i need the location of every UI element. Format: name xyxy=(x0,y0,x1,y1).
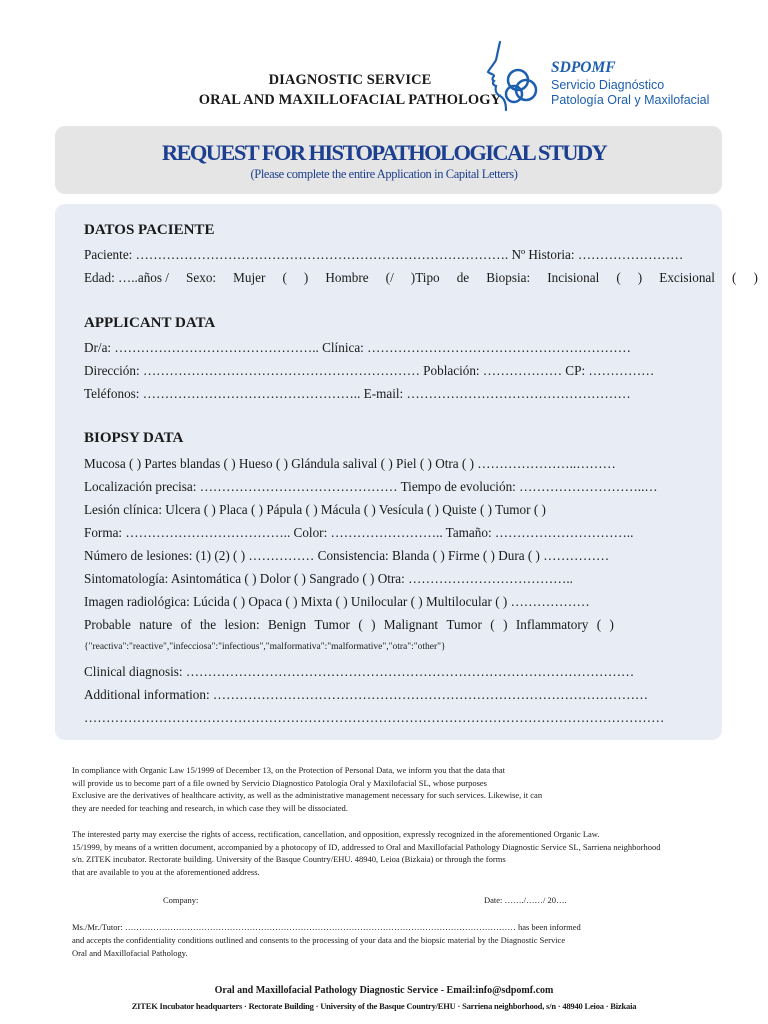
patient-line-word: ) xyxy=(303,270,309,285)
lesion-nature-word: Tumor xyxy=(446,617,482,632)
lesion-nature-word: nature xyxy=(139,617,173,632)
additional-information-field[interactable]: Additional information: ……………………………………………………………………………………… xyxy=(84,687,649,702)
lesion-nature-word: Benign xyxy=(268,617,307,632)
notice-line: s/n. ZITEK incubator. Rectorate building. University of the Basque Country/EHU. 48940, Leioa (Bizkaia) or through the forms xyxy=(72,854,506,864)
lesion-nature-word: the xyxy=(199,617,217,632)
patient-line-word: Biopsia: xyxy=(486,270,531,285)
lesion-nature-word: Malignant xyxy=(383,617,439,632)
biopsy-shape-color-size-field[interactable]: Forma: ……………………………….. Color: …………………….. Tamaño: ………………………….. xyxy=(84,525,634,540)
patient-section-heading: DATOS PACIENTE xyxy=(84,222,215,238)
footer-address: ZITEK Incubator headquarters · Rectorate Building · University of the Basque Country/EHU · Sarriena neighborhood, s/n · 48940 Leioa · Bizkaia xyxy=(131,1001,637,1011)
page-subtitle: (Please complete the entire Application in Capital Letters) xyxy=(250,167,518,181)
applicant-address-field[interactable]: Dirección: ……………………………………………………… Población: ……………… CP: …………… xyxy=(84,363,655,378)
biopsy-tissue-field[interactable]: Mucosa ( ) Partes blandas ( ) Hueso ( ) Glándula salival ( ) Piel ( ) Otra ( ) …………………..……… xyxy=(84,456,616,471)
patient-line-word: Hombre xyxy=(325,270,369,285)
patient-line-word: ( xyxy=(616,270,621,285)
lesion-nature-word: ( xyxy=(358,617,363,632)
patient-line-word: (/ xyxy=(385,270,394,285)
rights-notice xyxy=(72,828,712,878)
biopsy-symptoms-field[interactable]: Sintomatología: Asintomática ( ) Dolor ( ) Sangrado ( ) Otra: ……………………………….. xyxy=(84,571,573,586)
consent-line1: and accepts the confidentiality conditions outlined and consents to the processing of your data and the biopsic material by the Diagnostic Service xyxy=(72,935,566,945)
lesion-nature-word: ( xyxy=(596,617,602,632)
lesion-nature-word: Probable xyxy=(84,617,131,632)
lesion-nature-word: Tumor xyxy=(314,617,350,632)
biopsy-clinical-lesion-field[interactable]: Lesión clínica: Ulcera ( ) Placa ( ) Pápula ( ) Mácula ( ) Vesícula ( ) Quiste ( ) Tumor ( ) xyxy=(84,502,546,517)
lesion-nature-word: Inflammatory xyxy=(515,617,589,632)
lesion-nature-word: of xyxy=(180,617,192,632)
notice-line: that are available to you at the aforementioned address. xyxy=(72,866,260,877)
face-profile-logo-icon xyxy=(484,40,546,116)
lesion-nature-options-note: {"reactiva":"reactive","infecciosa":"infectious","malformativa":"malformative","otra":"other"} xyxy=(84,642,446,652)
patient-line-word: ) xyxy=(637,270,643,285)
patient-line-word: Sexo: xyxy=(186,270,217,285)
notice-line: will provide us to become part of a file owned by Servicio Diagnostico Patología Oral y Maxilofacial SL, whose purposes xyxy=(72,777,487,788)
patient-name-field[interactable]: Paciente: …………………………………………………………………………. Nº Historia: …………………… xyxy=(84,247,684,262)
service-title-line1: DIAGNOSTIC SERVICE xyxy=(268,72,432,88)
patient-line-word: Mujer xyxy=(233,270,266,285)
patient-line-word: ( xyxy=(282,270,287,285)
date-field[interactable]: Date: ……./……/ 20…. xyxy=(484,895,567,905)
notice-line: they are needed for teaching and research, in which case they will be dissociated. xyxy=(72,802,348,813)
lesion-nature-word: ) xyxy=(609,617,614,632)
lesion-nature-word: lesion: xyxy=(224,617,260,632)
biopsy-lesion-count-field[interactable]: Número de lesiones: (1) (2) ( ) …………… Consistencia: Blanda ( ) Firme ( ) Dura ( ) …………… xyxy=(84,548,610,563)
lesion-nature-word: ) xyxy=(371,617,376,632)
biopsy-lesion-nature-field[interactable] xyxy=(84,617,614,633)
patient-line-word: Edad: …..años / xyxy=(84,270,169,285)
biopsy-section-heading: BIOPSY DATA xyxy=(84,430,184,446)
patient-line-word: Excisional xyxy=(659,270,715,285)
service-title-line2: ORAL AND MAXILLOFACIAL PATHOLOGY xyxy=(198,92,502,108)
lesion-nature-word: ( xyxy=(490,617,495,632)
brand-block xyxy=(551,58,709,108)
applicant-doctor-clinic-field[interactable]: Dr/a: ……………………………………….. Clínica: …………………………………………………… xyxy=(84,340,631,355)
patient-line-word: ( xyxy=(732,270,737,285)
notice-line: Exclusive are the derivatives of healthcare activity, as well as the administrative management necessary for such services. Likewise, it can xyxy=(72,790,543,800)
footer-contact: Oral and Maxillofacial Pathology Diagnostic Service - Email:info@sdpomf.com xyxy=(214,985,554,996)
company-field[interactable]: Company: xyxy=(163,895,199,905)
biopsy-location-field[interactable]: Localización precisa: ……………………………………… Tiempo de evolución: ………………………..… xyxy=(84,479,658,494)
data-protection-notice xyxy=(72,764,712,814)
consent-line2: Oral and Maxillofacial Pathology. xyxy=(72,948,188,958)
brand-line1: Servicio Diagnóstico xyxy=(551,78,665,92)
page-title: REQUEST FOR HISTOPATHOLOGICAL STUDY xyxy=(161,140,607,165)
notice-line: In compliance with Organic Law 15/1999 of December 13, on the Protection of Personal Data, we inform you that the data that xyxy=(72,765,505,775)
patient-line-word: Incisional xyxy=(547,270,600,285)
clinical-diagnosis-field[interactable]: Clinical diagnosis: ………………………………………………………………………………………… xyxy=(84,664,635,679)
notice-line: 15/1999, by means of a written document, accompanied by a photocopy of ID, addressed to Oral and Maxillofacial Pathology Diagnostic Service SL, Sarriena neighborhood xyxy=(72,841,661,852)
patient-line-word: )Tipo xyxy=(410,270,440,285)
biopsy-radiology-field[interactable]: Imagen radiológica: Lúcida ( ) Opaca ( ) Mixta ( ) Unilocular ( ) Multilocular ( ) ……………… xyxy=(84,594,590,609)
brand-line2: Patología Oral y Maxilofacial xyxy=(551,93,710,107)
tutor-field[interactable]: Ms./Mr./Tutor: ………………………………………………………………………………………………………………………… has been informed xyxy=(72,922,581,932)
notice-line: The interested party may exercise the rights of access, rectification, cancellation, and opposition, expressly recognized in the aforementioned Organic Law. xyxy=(72,829,600,839)
patient-line-word: ) xyxy=(753,270,758,285)
applicant-phone-email-field[interactable]: Teléfonos: ………………………………………….. E-mail: …………………………………………… xyxy=(84,386,631,401)
patient-line-word: de xyxy=(456,270,470,285)
additional-information-continuation[interactable]: …………………………………………………………………………………………………………………… xyxy=(84,710,665,725)
lesion-nature-word: ) xyxy=(503,617,508,632)
brand-name: SDPOMF xyxy=(551,59,616,76)
patient-age-sex-biopsy-field[interactable] xyxy=(84,270,758,286)
applicant-section-heading: APPLICANT DATA xyxy=(84,315,216,331)
